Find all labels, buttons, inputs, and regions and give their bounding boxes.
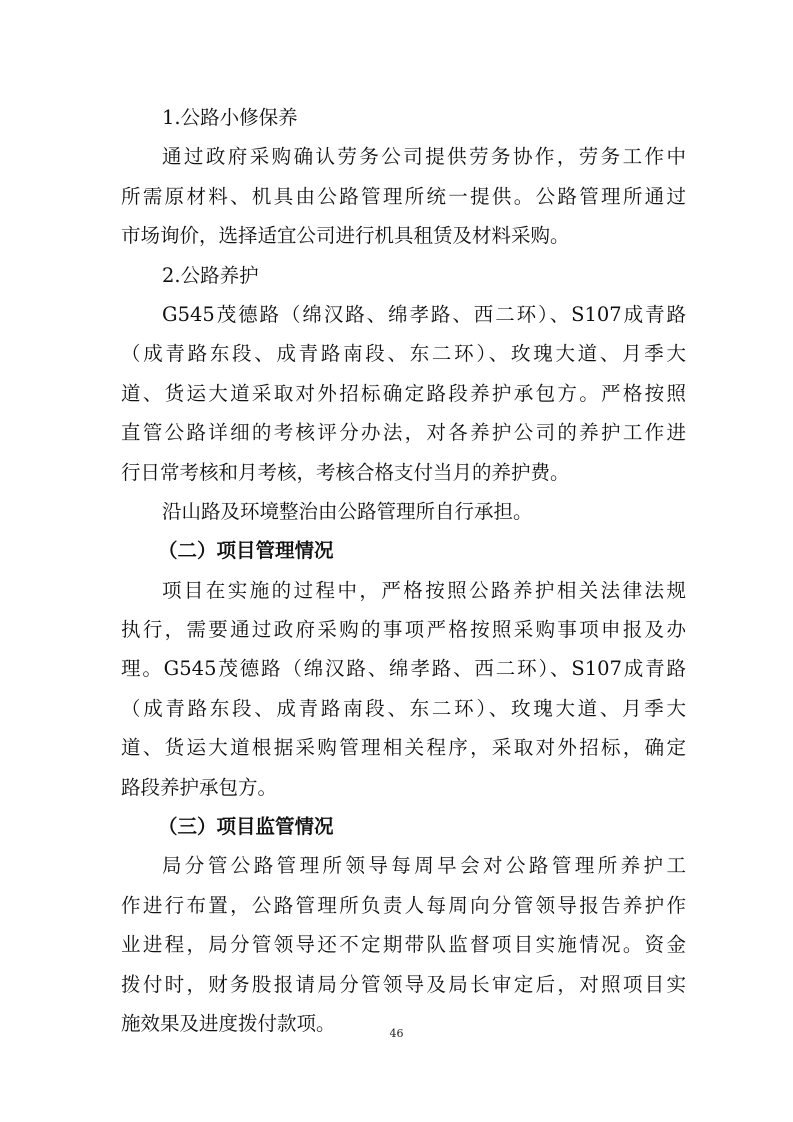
subheading-road-maintenance: 2.公路养护	[162, 263, 259, 287]
section-heading-project-supervision: （三）项目监管情况	[158, 815, 334, 839]
paragraph-line: 道、货运大道根据采购管理相关程序，采取对外招标，确定	[121, 736, 686, 760]
body-text	[121, 98, 686, 1043]
paragraph-line: 通过政府采购确认劳务公司提供劳务协作，劳务工作中	[162, 145, 686, 169]
paragraph-line: 业进程，局分管领导还不定期带队监督项目实施情况。资金	[121, 933, 686, 957]
paragraph-line: 局分管公路管理所领导每周早会对公路管理所养护工	[162, 854, 686, 878]
paragraph-line: （成青路东段、成青路南段、东二环）、玫瑰大道、月季大	[121, 696, 686, 720]
paragraph-line: 施效果及进度拨付款项。	[121, 1011, 336, 1035]
paragraph-line: 执行，需要通过政府采购的事项严格按照采购事项申报及办	[121, 618, 686, 642]
paragraph-line: 所需原材料、机具由公路管理所统一提供。公路管理所通过	[121, 184, 686, 208]
subheading-road-minor-maintenance: 1.公路小修保养	[162, 106, 298, 129]
paragraph-line: 项目在实施的过程中，严格按照公路养护相关法律法规	[162, 578, 686, 602]
paragraph-line: 理。G545茂德路（绵汉路、绵孝路、西二环）、S107成青路	[121, 657, 686, 681]
paragraph-line: 作进行布置，公路管理所负责人每周向分管领导报告养护作	[121, 893, 686, 917]
paragraph-line: G545茂德路（绵汉路、绵孝路、西二环）、S107成青路	[162, 302, 686, 326]
page-number: 46	[389, 1027, 404, 1040]
paragraph-line: 市场询价，选择适宜公司进行机具租赁及材料采购。	[121, 224, 570, 248]
paragraph-line: 沿山路及环境整治由公路管理所自行承担。	[162, 499, 533, 523]
paragraph-line: 拨付时，财务股报请局分管领导及局长审定后，对照项目实	[121, 972, 686, 996]
section-heading-project-management: （二）项目管理情况	[158, 539, 334, 563]
paragraph-line: 路段养护承包方。	[121, 775, 278, 799]
paragraph-line: 行日常考核和月考核，考核合格支付当月的养护费。	[121, 460, 570, 484]
paragraph-line: 道、货运大道采取对外招标确定路段养护承包方。严格按照	[121, 381, 686, 405]
paragraph-line: 直管公路详细的考核评分办法，对各养护公司的养护工作进	[121, 421, 686, 445]
paragraph-line: （成青路东段、成青路南段、东二环）、玫瑰大道、月季大	[121, 342, 686, 366]
